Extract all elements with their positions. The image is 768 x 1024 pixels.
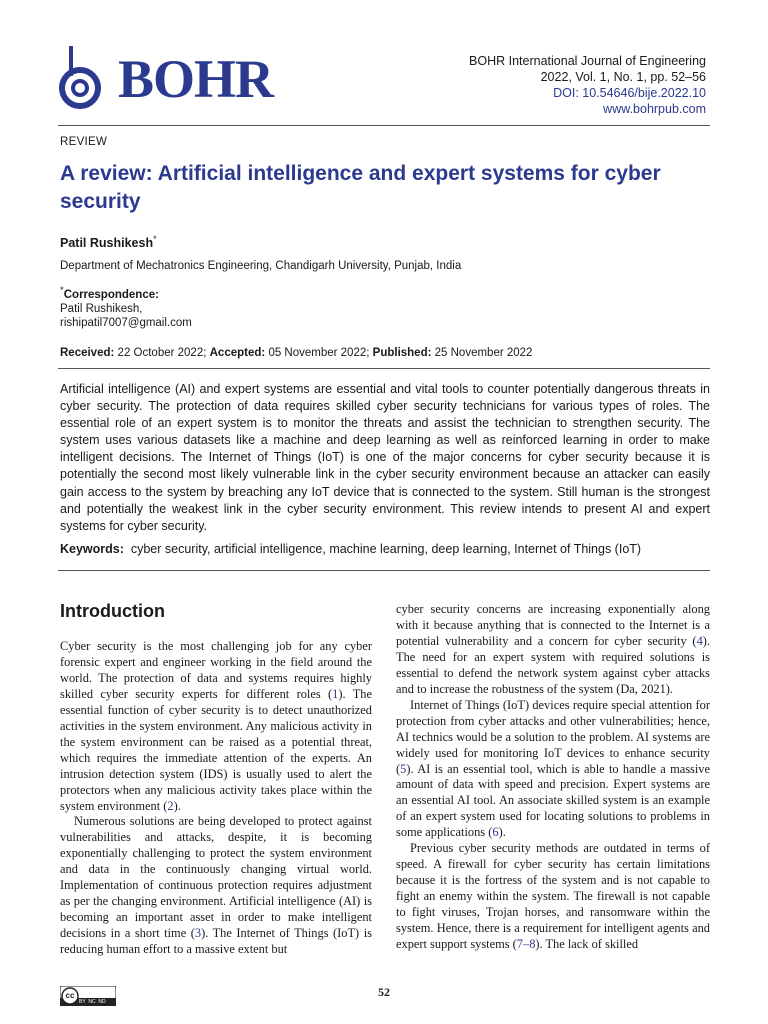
text-run: cyber security concerns are increasing exponentially along with it because anything that is connected to the Internet is a potential vulnerability and a concern for cyber security ( [396,602,710,648]
introduction-heading: Introduction [60,601,165,621]
journal-name: BOHR International Journal of Engineering [469,54,706,68]
abstract: Artificial intelligence (AI) and expert systems are essential and vital tools to counter potentially dangerous threats in cyber security. The protection of data requires skilled cyber security technicians for various types of roles. The essential role of an expert system is to monitor the threats and assist the technician to strengthen security. The system uses various datasets like a machine and deep learning as well as reinforced learning in order to make intelligent decisions. The Internet of Things (IoT) is one of the major concerns for cyber security because it is potentially the second most likely vulnerable link in the cyber security environment because an attacker can easily gain access to the system by breaching any IoT device that is connected to the system. Still human is the strongest and potentially the weakest link in the cyber security environment. This review intends to present AI and expert systems for cyber security. [60,382,710,533]
published-label: Published: [372,347,432,359]
correspondence-name: Patil Rushikesh, [60,302,143,315]
accepted-label: Accepted: [209,347,266,359]
text-run: ). The Internet of Things (IoT) is reducing human effort to a massive extent but [60,926,372,957]
header-divider [58,125,710,126]
author-name: Patil Rushikesh [60,236,154,251]
body-column-left [60,639,372,958]
keywords [60,542,710,556]
body-column-right [396,602,710,953]
journal-info [469,53,706,117]
text-run: ). [173,798,181,813]
correspondence [60,284,192,330]
accepted-date: 05 November 2022 [268,347,367,359]
citation-link[interactable]: 4 [696,633,703,648]
text-run: ). The lack of skilled [535,937,639,952]
date-separator: ; [366,347,370,359]
article-type: REVIEW [60,136,108,148]
text-run: Numerous solutions are being developed to protect against vulnerabilities and attacks, despite, it is becoming exponentially challenging to protect the system environment and data in the continuously changing virtual world. Implementation of continuous protection requires adjustment as per the changing environment. Artificial intelligence (AI) is becoming an important asset in order to make intelligent decisions in a short time ( [60,814,372,941]
paragraph [60,814,372,958]
journal-doi-link[interactable]: DOI: 10.54646/bije.2022.10 [553,86,706,100]
correspondence-mark: * [60,285,64,296]
citation-link[interactable]: 1 [332,686,339,701]
article-dates [60,347,532,359]
citation-link[interactable]: 5 [400,761,407,776]
license-badge[interactable] [60,986,116,1006]
paragraph [60,639,372,814]
text-run: Internet of Things (IoT) devices require special attention for protection from cyber attacks and other vulnerabilities; hence, AI technics would be a solution to the problem. AI systems are widely used for monitoring IoT devices to enhance security ( [396,697,710,776]
text-run: ). The essential function of cyber security is to detect unauthorized activities in the system environment. Any malicious activity in the system environment can be raised as a potential threat, which requires the immediate attention of the experts. An intrusion detection system (IDS) is usually used to alert the protectors when any malicious activity takes place within the system environment ( [60,686,372,813]
paragraph [396,841,710,953]
bohr-logo-icon [58,44,114,116]
page-number: 52 [378,985,390,999]
text-run: ). The need for an expert system with required solutions is essential to defend the network system against cyber attacks and to increase the robustness of the system (Da, 2021). [396,633,710,696]
bohr-logo [58,44,278,116]
brand-name: BOHR [118,49,274,109]
citation-link[interactable]: 6 [492,825,499,840]
affiliation: Department of Mechatronics Engineering, Chandigarh University, Punjab, India [60,260,462,272]
license-terms-text: BY NC ND [79,999,106,1005]
author-mark: * [153,234,157,244]
received-date: 22 October 2022 [117,347,204,359]
text-run: Previous cyber security methods are outdated in terms of speed. A firewall for cyber security has certain limitations because it is the fortress of the system and is not capable to fight an enemy within the system. The firewall is not capable to fight viruses, Trojan horses, and ransomware within the system. Hence, there is a requirement for intelligent agents and expert support systems ( [396,841,710,952]
journal-issue: 2022, Vol. 1, No. 1, pp. 52–56 [540,70,706,84]
paragraph [396,602,710,698]
citation-link[interactable]: 7–8 [516,937,536,952]
date-separator: ; [203,347,207,359]
license-cc-text: cc [65,991,75,1000]
keywords-list: cyber security, artificial intelligence, machine learning, deep learning, Internet of Things (IoT) [130,542,642,556]
text-run: ). AI is an essential tool, which is able to handle a massive amount of data with speed and precision. Expert systems are an essential AI tool. An associate skilled system is an example of an expert system used for locating solutions to problems in some applications ( [396,761,710,840]
citation-link[interactable]: 2 [167,798,174,813]
correspondence-heading: Correspondence: [63,288,159,301]
keywords-label: Keywords: [60,542,124,556]
correspondence-email[interactable]: rishipatil7007@gmail.com [60,316,192,329]
citation-link[interactable]: 3 [194,926,202,941]
published-date: 25 November 2022 [434,347,533,359]
received-label: Received: [60,347,115,359]
abstract-divider [58,368,710,369]
text-run: Cyber security is the most challenging job for any cyber forensic expert and engineer working in the field around the world. The protection of data and systems requires highly skilled cyber security experts for different roles ( [60,639,372,701]
text-run: ). [498,825,506,840]
journal-website-link[interactable]: www.bohrpub.com [603,102,706,116]
article-title: A review: Artificial intelligence and expert systems for cyber security [60,162,661,213]
author [60,234,157,250]
paragraph [396,698,710,842]
keywords-divider [58,570,710,571]
